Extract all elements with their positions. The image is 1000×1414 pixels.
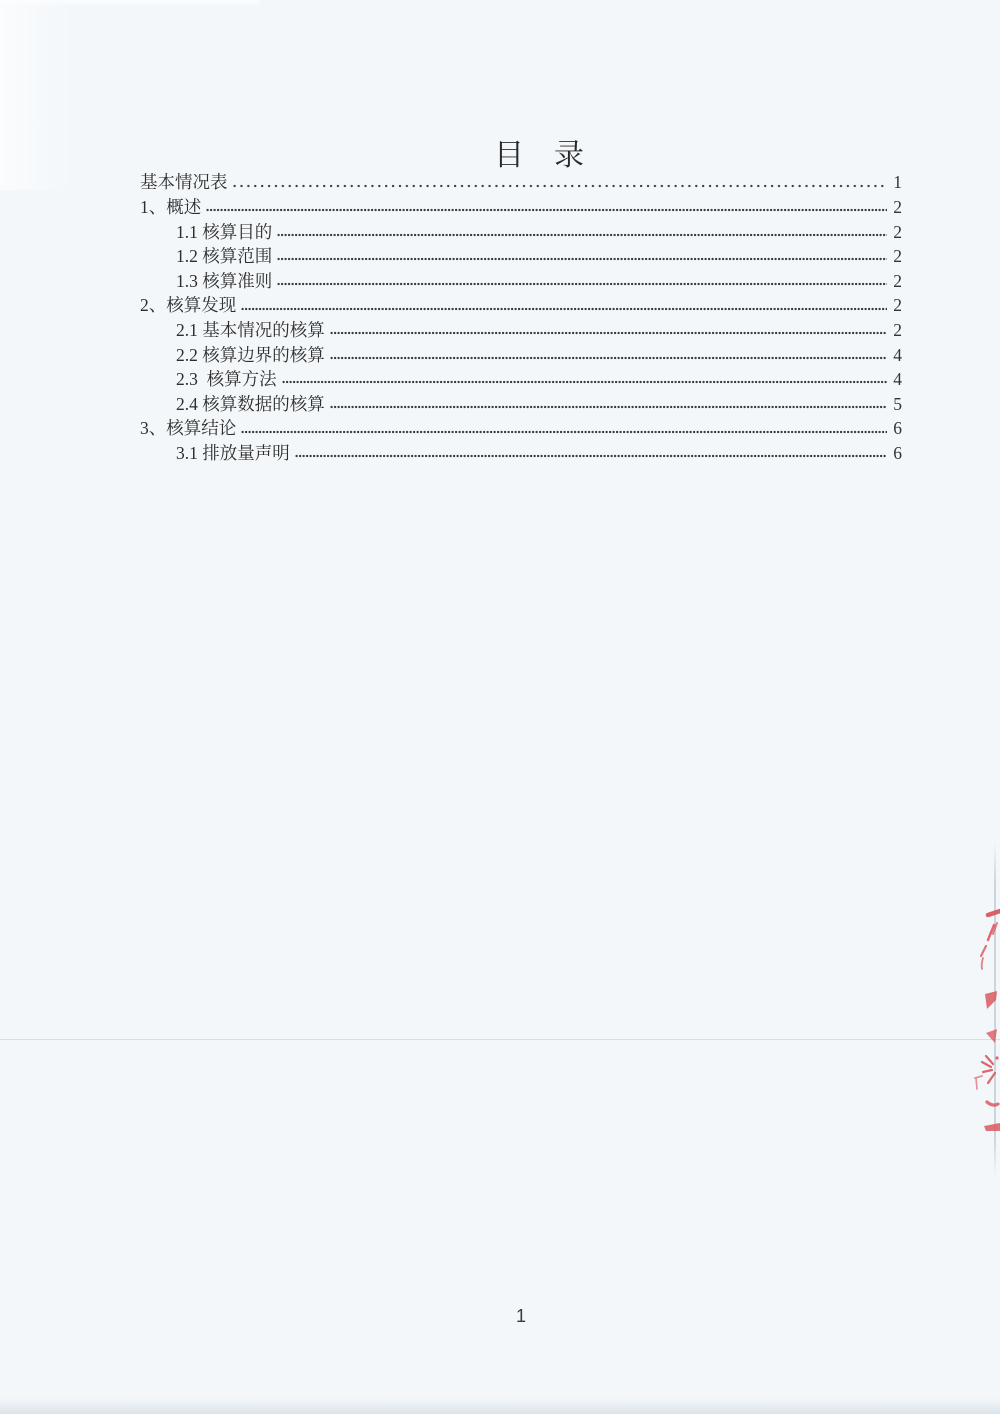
toc-entry [140,291,902,316]
toc-leader-dots [206,207,887,213]
toc-entry-label: 3、核算结论 [140,418,237,439]
scan-edge-artifact-bottom [0,1398,1000,1414]
toc-leader-dots [330,330,887,336]
toc-entry-page: 6 [893,443,902,463]
toc-entry-label: 基本情况表 [140,172,228,193]
toc-entry-page: 2 [893,246,902,267]
toc-leader-dots [330,355,887,361]
toc-leader-dots [295,453,887,459]
toc-entry-label: 1.2 核算范围 [176,246,273,267]
toc-entry [140,365,902,390]
toc-leader-dots [241,429,887,435]
toc-entry [140,439,902,464]
toc-entry-page: 4 [893,369,902,390]
toc-entry-page: 2 [893,221,902,242]
red-stamp-fragment-icon [955,895,1000,1145]
toc-leader-dots [241,306,887,312]
toc-entry [140,168,902,193]
toc-entry-page: 1 [893,172,902,193]
toc-entry-label: 3.1 排放量声明 [176,443,290,463]
paper-crease-horizontal [0,1039,1000,1040]
paper-edge-vertical [994,842,996,1178]
toc-entry-page: 5 [893,393,902,414]
toc-leader-dots [277,232,887,238]
toc-entry [140,316,902,341]
toc-entry-label: 1、概述 [140,197,202,218]
toc-entry-page: 4 [893,344,902,365]
toc-entry-label: 2、核算发现 [140,295,237,316]
toc-entry [140,266,902,291]
toc-leader-dots [277,256,887,262]
toc-entry [140,340,902,365]
toc-entry [140,414,902,439]
toc-entry-label: 1.1 核算目的 [176,221,273,242]
page-number: 1 [515,1306,526,1326]
toc-entry-page: 2 [893,270,902,291]
toc-entry-label: 1.3 核算准则 [176,270,273,291]
toc-leader-dots [277,281,887,287]
toc-entry [140,389,902,414]
toc-entry-label: 2.4 核算数据的核算 [176,393,325,414]
toc-entry-label: 2.3 核算方法 [176,369,277,390]
toc-entry-page: 2 [893,295,902,316]
table-of-contents [140,168,902,463]
toc-entry [140,193,902,218]
toc-leader-dots [282,379,887,385]
toc-leader-dots [233,183,888,189]
toc-entry-page: 2 [893,320,902,341]
toc-entry [140,242,902,267]
toc-entry-page: 2 [893,197,902,218]
toc-entry [140,217,902,242]
toc-title: 目 录 [494,139,584,172]
toc-entry-label: 2.2 核算边界的核算 [176,344,325,365]
scan-edge-artifact-top [0,0,260,7]
toc-entry-label: 2.1 基本情况的核算 [176,320,325,341]
toc-leader-dots [330,404,887,410]
toc-entry-page: 6 [893,418,902,439]
